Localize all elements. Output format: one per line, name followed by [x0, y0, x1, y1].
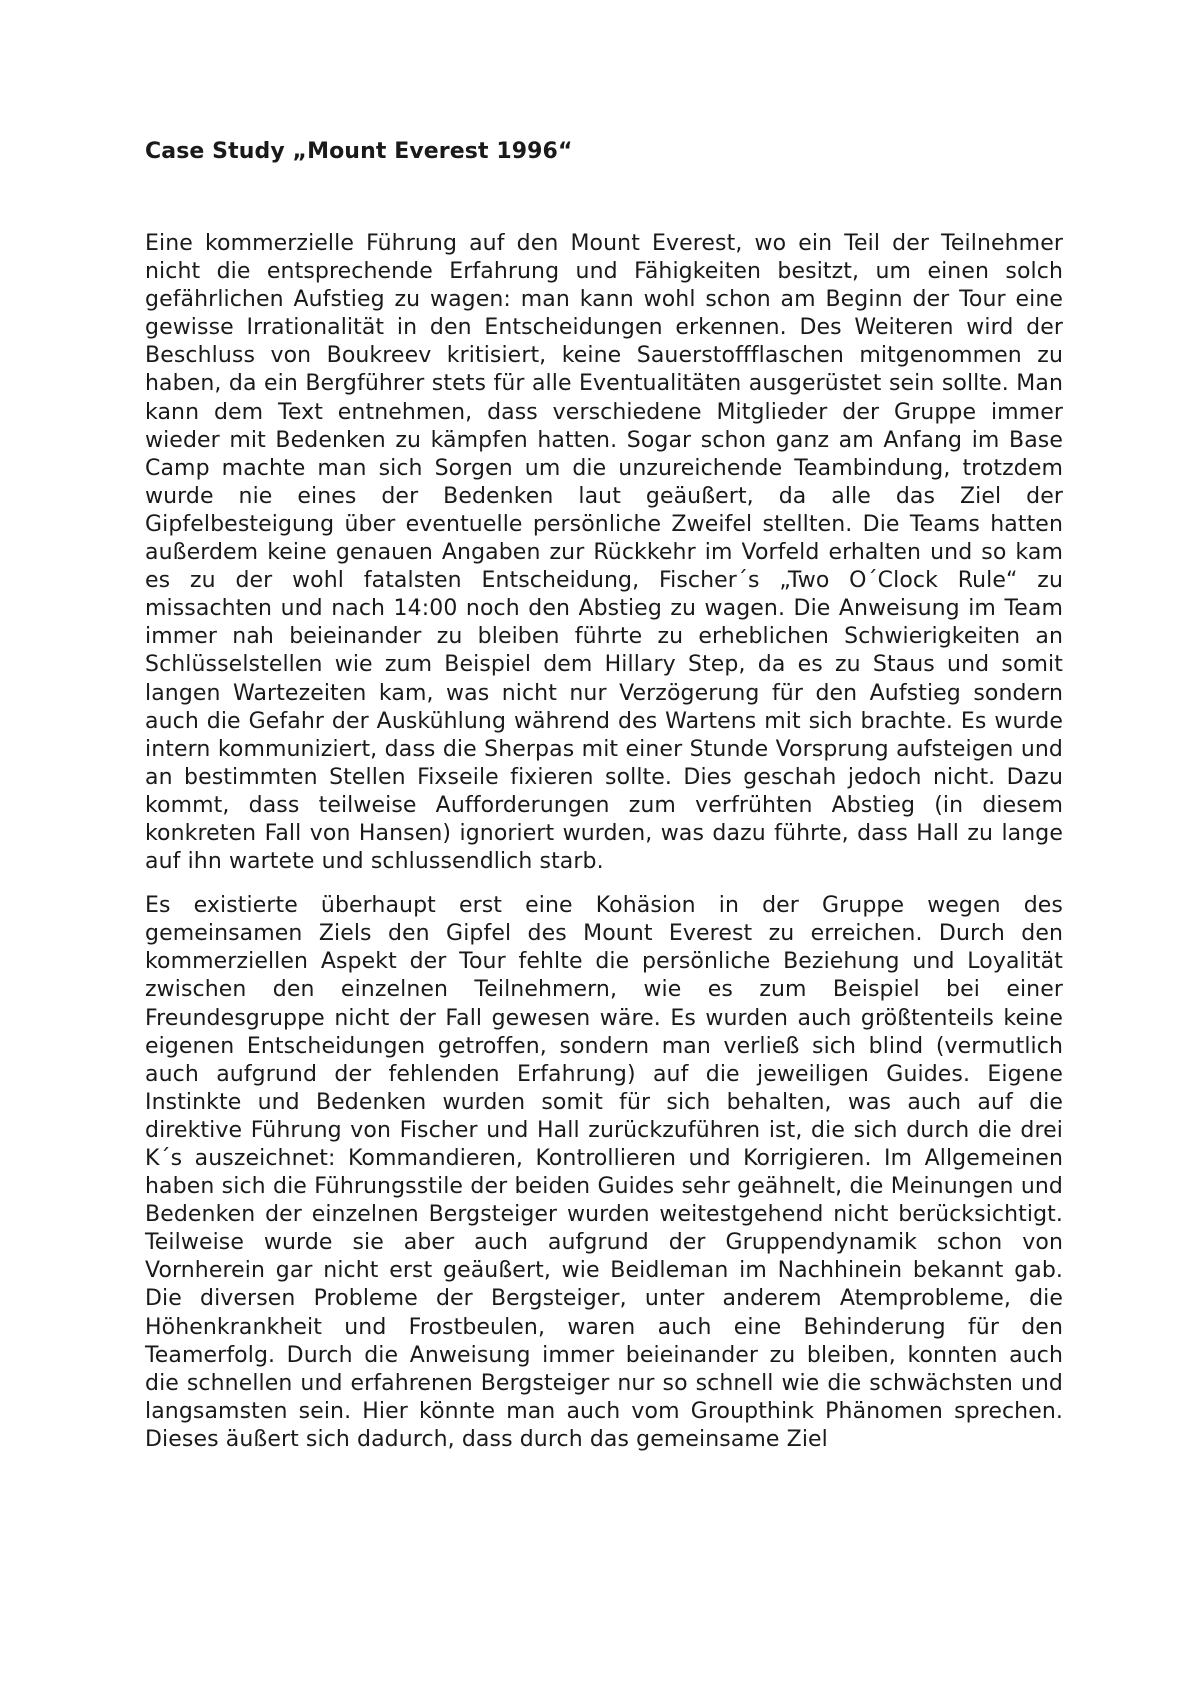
body-paragraph-2: Es existierte überhaupt erst eine Kohäsion in der Gruppe wegen des gemeinsamen Ziels den Gipfel des Mount Everest zu erreichen. Durch den kommerziellen Aspekt der Tour fehlte die persönliche Beziehung und Loyalität zwischen den einzelnen Teilnehmern, wie es zum Beispiel bei einer Freundesgruppe nicht der Fall gewesen wäre. Es wurden auch größtenteils keine eigenen Entscheidungen getroffen, sondern man verließ sich blind (vermutlich auch aufgrund der fehlenden Erfahrung) auf die jeweiligen Guides. Eigene Instinkte und Bedenken wurden somit für sich behalten, was auch auf die direktive Führung von Fischer und Hall zurückzuführen ist, die sich durch die drei K´s auszeichnet: Kommandieren, Kontrollieren und Korrigieren. Im Allgemeinen haben sich die Führungsstile der beiden Guides sehr geähnelt, die Meinungen und Bedenken der einzelnen Bergsteiger wurden weitestgehend nicht berücksichtigt. Teilweise wurde sie aber auch aufgrund der Gruppendynamik schon von Vornherein gar nicht erst geäußert, wie Beidleman im Nachhinein bekannt gab. Die diversen Probleme der Bergsteiger, unter anderem Atemprobleme, die Höhenkrankheit und Frostbeulen, waren auch eine Behinderung für den Teamerfolg. Durch die Anweisung immer beieinander zu bleiben, konnten auch die schnellen und erfahrenen Bergsteiger nur so schnell wie die schwächsten und langsamsten sein. Hier könnte man auch vom Groupthink Phänomen sprechen. Dieses äußert sich dadurch, dass durch das gemeinsame Ziel — [145, 893, 1063, 1452]
body-paragraph-1: Eine kommerzielle Führung auf den Mount Everest, wo ein Teil der Teilnehmer nicht die entsprechende Erfahrung und Fähigkeiten besitzt, um einen solch gefährlichen Aufstieg zu wagen: man kann wohl schon am Beginn der Tour eine gewisse Irrationalität in den Entscheidungen erkennen. Des Weiteren wird der Beschluss von Boukreev kritisiert, keine Sauerstoffflaschen mitgenommen zu haben, da ein Bergführer stets für alle Eventualitäten ausgerüstet sein sollte. Man kann dem Text entnehmen, dass verschiedene Mitglieder der Gruppe immer wieder mit Bedenken zu kämpfen hatten. Sogar schon ganz am Anfang im Base Camp machte man sich Sorgen um die unzureichende Teambindung, trotzdem wurde nie eines der Bedenken laut geäußert, da alle das Ziel der Gipfelbesteigung über eventuelle persönliche Zweifel stellten. Die Teams hatten außerdem keine genauen Angaben zur Rückkehr im Vorfeld erhalten und so kam es zu der wohl fatalsten Entscheidung, Fischer´s „Two O´Clock Rule“ zu missachten und nach 14:00 noch den Abstieg zu wagen. Die Anweisung im Team immer nah beieinander zu bleiben führte zu erheblichen Schwierigkeiten an Schlüsselstellen wie zum Beispiel dem Hillary Step, da es zu Staus und somit langen Wartezeiten kam, was nicht nur Verzögerung für den Aufstieg sondern auch die Gefahr der Auskühlung während des Wartens mit sich brachte. Es wurde intern kommuniziert, dass die Sherpas mit einer Stunde Vorsprung aufsteigen und an bestimmten Stellen Fixseile fixieren sollte. Dies geschah jedoch nicht. Dazu kommt, dass teilweise Aufforderungen zum verfrühten Abstieg (in diesem konkreten Fall von Hansen) ignoriert wurden, was dazu führte, dass Hall zu lange auf ihn wartete und schlussendlich starb. — [145, 231, 1063, 875]
document-title: Case Study „Mount Everest 1996“ — [145, 139, 573, 164]
document-body — [145, 138, 1063, 1454]
